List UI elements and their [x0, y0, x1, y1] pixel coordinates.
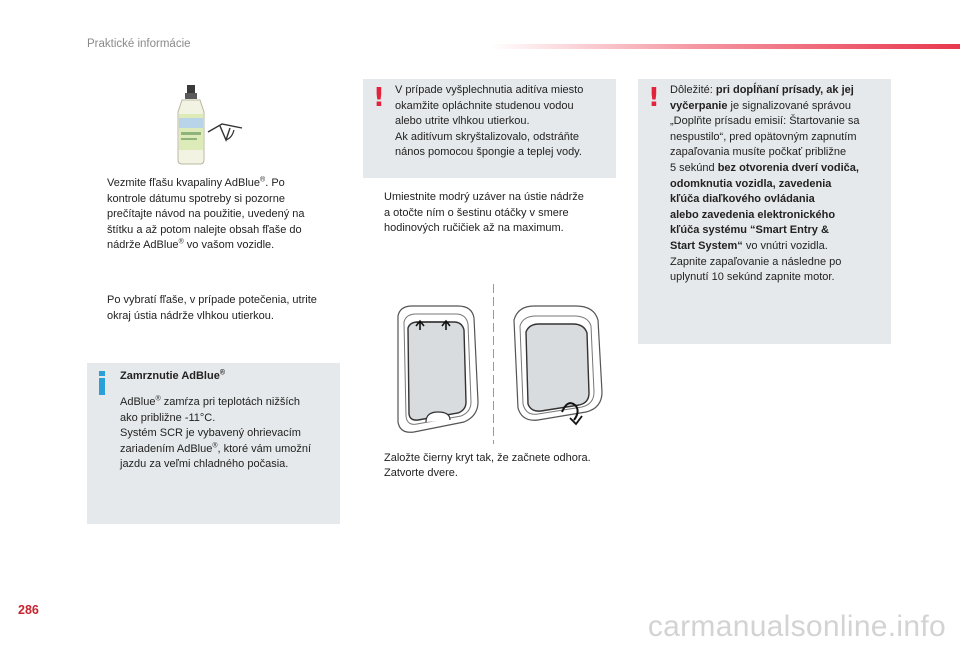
text-line: „Doplňte prísadu emisií: Štartovanie sa: [670, 115, 860, 128]
text-line: Založte čierny kryt tak, že začnete odhora.: [384, 452, 591, 464]
cover-fitting-illustration-left: [380, 296, 490, 436]
text-line: Zapnite zapaľovanie a následne po: [670, 255, 842, 268]
text-line: Po vybratí fľaše, v prípade potečenia, utrite: [107, 294, 317, 306]
text-line: V prípade vyšplechnutia aditíva miesto: [395, 84, 584, 96]
page-header-title: Praktické informácie: [87, 38, 191, 50]
text-run-bold: Start System“: [670, 239, 743, 252]
text-line: [670, 83, 860, 99]
text-run: 5 sekúnd: [670, 161, 718, 174]
header-accent-bar: [490, 44, 960, 49]
warning-icon: !: [373, 83, 385, 113]
warning-box-body: [670, 83, 860, 286]
instruction-step-blue-cap: [384, 190, 584, 237]
instruction-step-take-bottle: [107, 176, 305, 254]
text-line: jazdu za veľmi chladného počasia.: [120, 458, 289, 471]
text-line: zapaľovania musíte počkať približne: [670, 146, 847, 159]
warning-box-body: [395, 83, 583, 161]
info-box-title: Zamrznutie AdBlue®: [120, 369, 225, 382]
text-line-bold: odomknutia vozidla, zavedenia: [670, 177, 832, 190]
text-run: Dôležité:: [670, 84, 716, 96]
text-line-bold: kľúča diaľkového ovládania: [670, 193, 815, 206]
text-line: Ak aditívum skryštalizovalo, odstráňte: [395, 130, 580, 143]
text-run-bold: vyčerpanie: [670, 99, 728, 112]
text-run: vo vnútri vozidla.: [742, 239, 828, 252]
instruction-step-close-door: [384, 466, 458, 482]
warning-box-spill: [363, 79, 616, 178]
text-line: AdBlue® zamŕza pri teplotách nižších: [120, 395, 301, 408]
text-line: okamžite opláchnite studenou vodou: [395, 99, 574, 112]
text-line: alebo utrite vlhkou utierkou.: [395, 115, 530, 128]
text-line: nádrže AdBlue® vo vašom vozidle.: [107, 238, 275, 252]
text-line: [670, 239, 860, 255]
text-line: ako približne -11°C.: [120, 411, 216, 424]
text-line: nespustilo“, pred opätovným zapnutím: [670, 130, 857, 143]
info-icon: [99, 371, 106, 395]
text-line: zariadením AdBlue®, ktoré vám umožní: [120, 442, 312, 455]
text-line: Systém SCR je vybavený ohrievacím: [120, 427, 301, 440]
text-line: štítku a až potom nalejte obsah fľaše do: [107, 223, 302, 236]
page-number: 286: [18, 603, 39, 617]
text-line: [670, 99, 860, 115]
text-line: Vezmite fľašu kvapaliny AdBlue®. Po: [107, 176, 285, 189]
info-box-body: [120, 395, 311, 473]
text-line-bold: alebo zavedenia elektronického: [670, 208, 836, 221]
text-line: hodinových ručičiek až na maximum.: [384, 222, 564, 235]
illustration-divider: [493, 284, 494, 444]
text-line: Umiestnite modrý uzáver na ústie nádrže: [384, 191, 584, 203]
instruction-step-fit-cover: [384, 451, 591, 467]
text-line: okraj ústia nádrže vlhkou utierkou.: [107, 309, 274, 322]
text-line-bold: kľúča systému “Smart Entry &: [670, 224, 829, 237]
text-line: [670, 161, 860, 177]
text-run-bold: bez otvorenia dverí vodiča,: [717, 161, 859, 174]
instruction-step-wipe-filler: [107, 293, 317, 324]
text-line: Zatvorte dvere.: [384, 467, 458, 479]
adblue-bottle-illustration: [160, 80, 260, 170]
text-line: a otočte ním o šestinu otáčky v smere: [384, 206, 569, 219]
text-line: nános pomocou špongie a teplej vody.: [395, 146, 582, 159]
info-box-freezing: [87, 363, 340, 524]
text-run: je signalizované správou: [727, 99, 852, 112]
text-line: uplynutí 10 sekúnd zapnite motor.: [670, 271, 835, 284]
watermark-text: carmanualsonline.info: [647, 610, 946, 643]
cover-closing-illustration-right: [500, 296, 610, 436]
text-line: kontrole dátumu spotreby si pozorne: [107, 192, 285, 205]
text-run-bold: pri dopĺňaní prísady, ak jej: [715, 84, 854, 96]
warning-icon: !: [648, 83, 660, 113]
warning-box-important: [638, 79, 891, 344]
text-line: prečítajte návod na použitie, uvedený na: [107, 208, 305, 221]
